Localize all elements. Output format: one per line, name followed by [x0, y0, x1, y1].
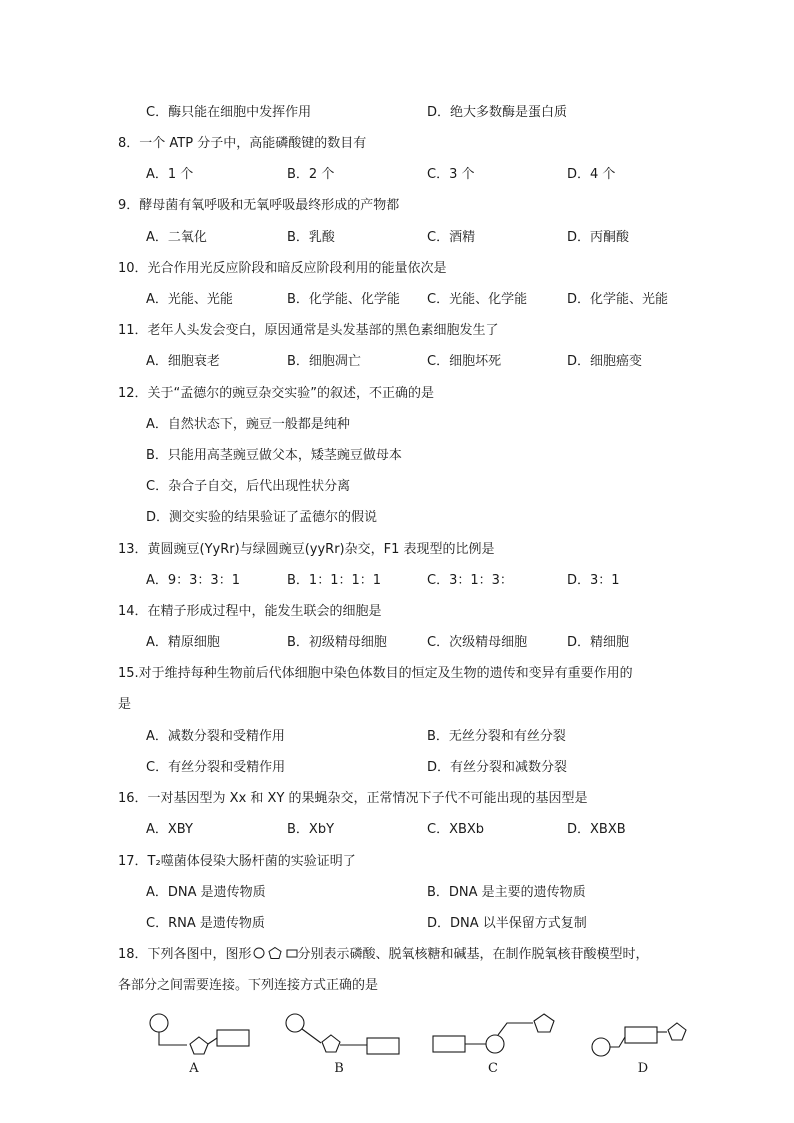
q12-option-c: C．杂合子自交，后代出现性状分离 [146, 479, 351, 494]
q15-stem-continued: 是 [118, 697, 132, 712]
model-a [150, 1014, 249, 1054]
q12-option-d: D．测交实验的结果验证了孟德尔的假说 [146, 510, 378, 525]
model-c-deoxyribose-pentagon [534, 1014, 554, 1032]
model-b-deoxyribose-pentagon [322, 1035, 340, 1052]
model-label-a: A [189, 1061, 199, 1076]
model-d-base-rectangle [625, 1027, 657, 1043]
q17-option-a: A．DNA 是遗传物质 [146, 885, 266, 900]
q10-option-a: A．光能、光能 [146, 292, 233, 307]
q12-option-b: B．只能用高茎豌豆做父本，矮茎豌豆做母本 [146, 448, 402, 463]
q17-option-d: D．DNA 以半保留方式复制 [427, 916, 587, 931]
q8-option-a: A．1 个 [146, 167, 194, 182]
phosphate-circle-icon [254, 948, 264, 958]
q12-stem: 12．关于“孟德尔的豌豆杂交实验”的叙述，不正确的是 [118, 386, 435, 401]
q13-option-c: C．3：1：3： [427, 573, 513, 588]
model-b-link-1 [302, 1029, 321, 1043]
q13-option-b: B．1：1：1：1 [287, 573, 382, 588]
model-b-base-rectangle [367, 1038, 399, 1054]
model-c-base-rectangle [433, 1036, 465, 1052]
q8-option-d: D．4 个 [567, 167, 616, 182]
q9-stem: 9．酵母菌有氧呼吸和无氧呼吸最终形成的产物都 [118, 198, 400, 213]
q10-option-d: D．化学能、光能 [567, 292, 669, 307]
q14-stem: 14．在精子形成过程中，能发生联会的细胞是 [118, 604, 382, 619]
q15-option-b: B．无丝分裂和有丝分裂 [427, 729, 566, 744]
q8-stem: 8．一个 ATP 分子中，高能磷酸键的数目有 [118, 136, 367, 151]
q9-option-a: A．二氧化 [146, 230, 207, 245]
q11-stem: 11．老年人头发会变白，原因通常是头发基部的黑色素细胞发生了 [118, 323, 499, 338]
model-label-b: B [334, 1061, 344, 1076]
model-label-d: D [637, 1061, 649, 1076]
base-rectangle-icon [287, 950, 297, 957]
q15-option-c: C．有丝分裂和受精作用 [146, 760, 286, 775]
q11-option-c: C．细胞坏死 [427, 354, 502, 369]
q17-stem: 17．T₂噬菌体侵染大肠杆菌的实验证明了 [118, 854, 356, 869]
q16-option-a: A．XBY [146, 822, 193, 837]
q16-option-c: C．XBXb [427, 822, 485, 837]
q15-option-a: A．减数分裂和受精作用 [146, 729, 285, 744]
q8-option-b: B．2 个 [287, 167, 335, 182]
model-b [286, 1014, 399, 1054]
q7-option-d: D．绝大多数酶是蛋白质 [427, 105, 568, 120]
q17-option-c: C．RNA 是遗传物质 [146, 916, 265, 931]
model-c-phosphate-circle [486, 1035, 504, 1053]
q9-option-d: D．丙酮酸 [567, 230, 630, 245]
q18-stem-pre: 18．下列各图中，图形 [118, 947, 252, 962]
q14-option-a: A．精原细胞 [146, 635, 220, 650]
q17-option-b: B．DNA 是主要的遗传物质 [427, 885, 586, 900]
model-a-link-1 [159, 1032, 187, 1045]
q7-option-c: C．酶只能在细胞中发挥作用 [146, 105, 312, 120]
q10-stem: 10．光合作用光反应阶段和暗反应阶段利用的能量依次是 [118, 261, 447, 276]
q18-stem-post: 分别表示磷酸、脱氧核糖和碱基，在制作脱氧核苷酸模型时， [297, 947, 649, 962]
model-a-phosphate-circle [150, 1014, 168, 1032]
model-c-link-2 [498, 1023, 533, 1035]
q13-option-a: A．9：3：3：1 [146, 573, 240, 588]
q9-option-c: C．酒精 [427, 230, 476, 245]
q11-option-d: D．细胞癌变 [567, 354, 643, 369]
q10-option-b: B．化学能、化学能 [287, 292, 400, 307]
q12-option-a: A．自然状态下，豌豆一般都是纯种 [146, 417, 350, 432]
q14-option-c: C．次级精母细胞 [427, 635, 528, 650]
q8-option-c: C．3 个 [427, 167, 475, 182]
q13-option-d: D．3：1 [567, 573, 620, 588]
model-d-phosphate-circle [592, 1038, 610, 1056]
q10-option-c: C．光能、化学能 [427, 292, 528, 307]
q15-stem: 15.对于维持每种生物前后代体细胞中染色体数目的恒定及生物的遗传和变异有重要作用的 [118, 666, 633, 681]
model-a-link-2 [208, 1038, 217, 1044]
q13-stem: 13．黄圆豌豆(YyRr)与绿圆豌豆(yyRr)杂交，F1 表现型的比例是 [118, 542, 495, 557]
q9-option-b: B．乳酸 [287, 230, 335, 245]
q18-stem [118, 946, 649, 964]
q14-option-d: D．精细胞 [567, 635, 630, 650]
nucleotide-model-svg [145, 1005, 705, 1083]
shape-legend [252, 946, 298, 960]
model-c [433, 1014, 554, 1053]
q16-stem: 16．一对基因型为 Xx 和 XY 的果蝇杂交，正常情况下子代不可能出现的基因型是 [118, 791, 588, 806]
model-d-deoxyribose-pentagon [668, 1023, 686, 1040]
deoxyribose-pentagon-icon [269, 948, 281, 959]
model-label-c: C [488, 1061, 498, 1076]
q18-stem-continued: 各部分之间需要连接。下列连接方式正确的是 [118, 978, 379, 993]
q11-option-b: B．细胞凋亡 [287, 354, 361, 369]
model-d-link-1 [610, 1037, 625, 1047]
nucleotide-model-figure [145, 1005, 705, 1083]
q14-option-b: B．初级精母细胞 [287, 635, 387, 650]
model-a-deoxyribose-pentagon [190, 1037, 208, 1054]
q16-option-b: B．XbY [287, 822, 335, 837]
model-a-base-rectangle [217, 1030, 249, 1046]
model-d [592, 1023, 686, 1056]
q16-option-d: D．XBXB [567, 822, 626, 837]
q11-option-a: A．细胞衰老 [146, 354, 220, 369]
model-b-phosphate-circle [286, 1014, 304, 1032]
q15-option-d: D．有丝分裂和减数分裂 [427, 760, 568, 775]
